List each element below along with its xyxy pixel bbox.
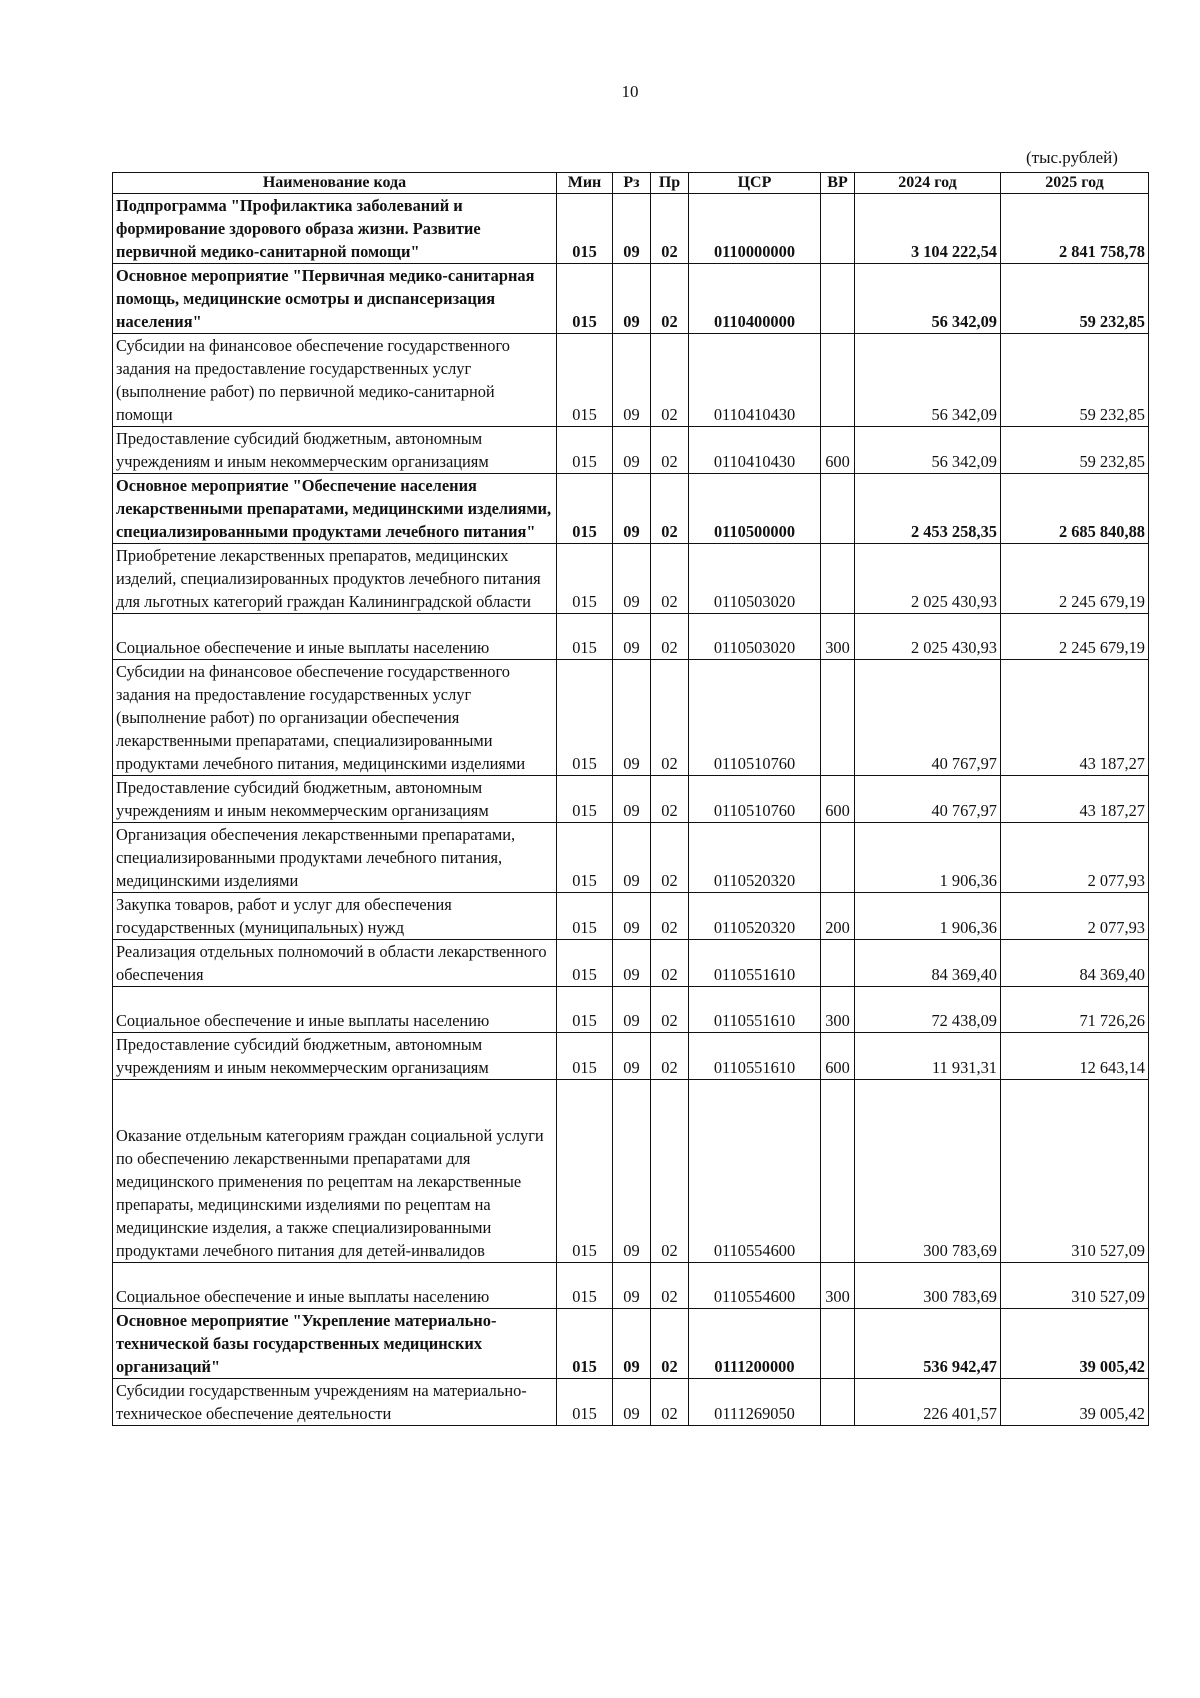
cell-2025: 71 726,26 [1001, 987, 1149, 1033]
table-row [113, 1379, 1149, 1426]
cell-name: Предоставление субсидий бюджетным, автономным учреждениям и иным некоммерческим организациям [113, 1033, 557, 1080]
cell-pr: 02 [651, 194, 689, 264]
cell-vr [821, 1080, 855, 1263]
cell-2025: 39 005,42 [1001, 1379, 1149, 1426]
cell-vr [821, 823, 855, 893]
cell-pr: 02 [651, 427, 689, 474]
cell-rz: 09 [613, 544, 651, 614]
cell-min: 015 [557, 660, 613, 776]
cell-csr: 0110510760 [689, 776, 821, 823]
cell-2024: 56 342,09 [855, 264, 1001, 334]
cell-rz: 09 [613, 334, 651, 427]
cell-vr [821, 1379, 855, 1426]
cell-min: 015 [557, 427, 613, 474]
cell-2024: 300 783,69 [855, 1080, 1001, 1263]
header-2025: 2025 год [1001, 173, 1149, 194]
cell-name: Социальное обеспечение и иные выплаты населению [113, 1263, 557, 1309]
cell-rz: 09 [613, 776, 651, 823]
header-2024: 2024 год [855, 173, 1001, 194]
cell-name: Основное мероприятие "Обеспечение населения лекарственными препаратами, медицинскими изделиями, специализированными продуктами лечебного питания" [113, 474, 557, 544]
cell-rz: 09 [613, 660, 651, 776]
table-row [113, 893, 1149, 940]
cell-2024: 56 342,09 [855, 334, 1001, 427]
cell-pr: 02 [651, 334, 689, 427]
cell-vr [821, 264, 855, 334]
cell-pr: 02 [651, 1263, 689, 1309]
cell-csr: 0110510760 [689, 660, 821, 776]
cell-vr [821, 940, 855, 987]
cell-pr: 02 [651, 776, 689, 823]
cell-name: Субсидии государственным учреждениям на материально-техническое обеспечение деятельности [113, 1379, 557, 1426]
cell-2024: 56 342,09 [855, 427, 1001, 474]
cell-rz: 09 [613, 893, 651, 940]
cell-name: Основное мероприятие "Укрепление материально-технической базы государственных медицинских организаций" [113, 1309, 557, 1379]
cell-vr: 300 [821, 1263, 855, 1309]
cell-2024: 2 025 430,93 [855, 614, 1001, 660]
cell-2025: 59 232,85 [1001, 334, 1149, 427]
cell-name: Подпрограмма "Профилактика заболеваний и формирование здорового образа жизни. Развитие первичной медико-санитарной помощи" [113, 194, 557, 264]
cell-vr [821, 544, 855, 614]
cell-vr: 200 [821, 893, 855, 940]
cell-min: 015 [557, 893, 613, 940]
cell-2024: 40 767,97 [855, 776, 1001, 823]
cell-rz: 09 [613, 1033, 651, 1080]
cell-name: Субсидии на финансовое обеспечение государственного задания на предоставление государственных услуг (выполнение работ) по организации обеспечения лекарственными препаратами, специализированными продуктами лечебного питания, медицинскими изделиями [113, 660, 557, 776]
cell-rz: 09 [613, 614, 651, 660]
cell-csr: 0110554600 [689, 1080, 821, 1263]
table-row [113, 474, 1149, 544]
cell-pr: 02 [651, 660, 689, 776]
cell-vr: 600 [821, 776, 855, 823]
cell-2025: 2 841 758,78 [1001, 194, 1149, 264]
cell-csr: 0110410430 [689, 427, 821, 474]
cell-vr [821, 474, 855, 544]
cell-min: 015 [557, 264, 613, 334]
cell-vr: 600 [821, 1033, 855, 1080]
cell-rz: 09 [613, 1263, 651, 1309]
cell-rz: 09 [613, 474, 651, 544]
cell-2025: 2 245 679,19 [1001, 544, 1149, 614]
cell-csr: 0110410430 [689, 334, 821, 427]
table-row [113, 660, 1149, 776]
cell-2025: 2 077,93 [1001, 893, 1149, 940]
table-row [113, 987, 1149, 1033]
cell-name: Приобретение лекарственных препаратов, медицинских изделий, специализированных продуктов лечебного питания для льготных категорий граждан Калининградской области [113, 544, 557, 614]
cell-name: Предоставление субсидий бюджетным, автономным учреждениям и иным некоммерческим организациям [113, 776, 557, 823]
cell-name: Предоставление субсидий бюджетным, автономным учреждениям и иным некоммерческим организациям [113, 427, 557, 474]
page-number: 10 [621, 82, 639, 101]
header-min: Мин [557, 173, 613, 194]
cell-2024: 1 906,36 [855, 893, 1001, 940]
cell-csr: 0110551610 [689, 1033, 821, 1080]
cell-min: 015 [557, 1309, 613, 1379]
table-row [113, 544, 1149, 614]
cell-2025: 39 005,42 [1001, 1309, 1149, 1379]
table-row [113, 1033, 1149, 1080]
cell-name: Субсидии на финансовое обеспечение государственного задания на предоставление государственных услуг (выполнение работ) по первичной медико-санитарной помощи [113, 334, 557, 427]
cell-min: 015 [557, 776, 613, 823]
cell-vr: 300 [821, 614, 855, 660]
header-vr: ВР [821, 173, 855, 194]
cell-rz: 09 [613, 1080, 651, 1263]
cell-2025: 310 527,09 [1001, 1263, 1149, 1309]
header-row [113, 173, 1149, 194]
cell-min: 015 [557, 474, 613, 544]
table-row [113, 427, 1149, 474]
cell-rz: 09 [613, 940, 651, 987]
cell-vr: 300 [821, 987, 855, 1033]
cell-pr: 02 [651, 823, 689, 893]
cell-2025: 2 245 679,19 [1001, 614, 1149, 660]
header-rz: Рз [613, 173, 651, 194]
cell-name: Оказание отдельным категориям граждан социальной услуги по обеспечению лекарственными препаратами для медицинского применения по рецептам на лекарственные препараты, медицинскими изделиями по рецептам на медицинские изделия, а также специализированными продуктами лечебного питания для детей-инвалидов [113, 1080, 557, 1263]
cell-name: Социальное обеспечение и иные выплаты населению [113, 614, 557, 660]
cell-name: Социальное обеспечение и иные выплаты населению [113, 987, 557, 1033]
cell-csr: 0110520320 [689, 893, 821, 940]
cell-csr: 0110000000 [689, 194, 821, 264]
cell-2025: 2 077,93 [1001, 823, 1149, 893]
cell-csr: 0110503020 [689, 614, 821, 660]
cell-pr: 02 [651, 474, 689, 544]
cell-csr: 0110554600 [689, 1263, 821, 1309]
cell-vr [821, 660, 855, 776]
cell-2025: 43 187,27 [1001, 660, 1149, 776]
cell-min: 015 [557, 1033, 613, 1080]
cell-rz: 09 [613, 427, 651, 474]
cell-min: 015 [557, 194, 613, 264]
cell-2024: 84 369,40 [855, 940, 1001, 987]
cell-2024: 2 025 430,93 [855, 544, 1001, 614]
cell-pr: 02 [651, 940, 689, 987]
cell-2025: 12 643,14 [1001, 1033, 1149, 1080]
cell-pr: 02 [651, 544, 689, 614]
cell-pr: 02 [651, 987, 689, 1033]
cell-min: 015 [557, 1080, 613, 1263]
table-row [113, 940, 1149, 987]
cell-vr [821, 194, 855, 264]
cell-vr: 600 [821, 427, 855, 474]
cell-pr: 02 [651, 1080, 689, 1263]
cell-2024: 40 767,97 [855, 660, 1001, 776]
cell-min: 015 [557, 987, 613, 1033]
cell-rz: 09 [613, 823, 651, 893]
table-row [113, 776, 1149, 823]
cell-csr: 0110500000 [689, 474, 821, 544]
header-name: Наименование кода [113, 173, 557, 194]
table-row [113, 1080, 1149, 1263]
cell-min: 015 [557, 544, 613, 614]
cell-rz: 09 [613, 987, 651, 1033]
cell-min: 015 [557, 940, 613, 987]
cell-csr: 0110400000 [689, 264, 821, 334]
cell-2024: 3 104 222,54 [855, 194, 1001, 264]
cell-pr: 02 [651, 893, 689, 940]
cell-name: Реализация отдельных полномочий в области лекарственного обеспечения [113, 940, 557, 987]
cell-csr: 0111200000 [689, 1309, 821, 1379]
cell-min: 015 [557, 334, 613, 427]
cell-2024: 2 453 258,35 [855, 474, 1001, 544]
budget-table [112, 172, 1149, 1426]
cell-2024: 1 906,36 [855, 823, 1001, 893]
cell-rz: 09 [613, 1309, 651, 1379]
cell-2025: 84 369,40 [1001, 940, 1149, 987]
table-row [113, 194, 1149, 264]
cell-min: 015 [557, 1379, 613, 1426]
cell-name: Организация обеспечения лекарственными препаратами, специализированными продуктами лечебного питания, медицинскими изделиями [113, 823, 557, 893]
cell-csr: 0110551610 [689, 987, 821, 1033]
table-row [113, 264, 1149, 334]
cell-csr: 0110551610 [689, 940, 821, 987]
cell-pr: 02 [651, 1309, 689, 1379]
cell-2025: 59 232,85 [1001, 264, 1149, 334]
units-label: (тыс.рублей) [1026, 148, 1118, 167]
table-row [113, 823, 1149, 893]
cell-csr: 0110520320 [689, 823, 821, 893]
cell-vr [821, 334, 855, 427]
cell-pr: 02 [651, 614, 689, 660]
table-row [113, 614, 1149, 660]
header-csr: ЦСР [689, 173, 821, 194]
cell-rz: 09 [613, 264, 651, 334]
cell-2024: 72 438,09 [855, 987, 1001, 1033]
cell-2025: 2 685 840,88 [1001, 474, 1149, 544]
cell-rz: 09 [613, 1379, 651, 1426]
table-row [113, 334, 1149, 427]
cell-2024: 300 783,69 [855, 1263, 1001, 1309]
cell-pr: 02 [651, 1379, 689, 1426]
cell-min: 015 [557, 1263, 613, 1309]
cell-2024: 226 401,57 [855, 1379, 1001, 1426]
cell-2025: 59 232,85 [1001, 427, 1149, 474]
cell-rz: 09 [613, 194, 651, 264]
cell-pr: 02 [651, 264, 689, 334]
cell-2025: 310 527,09 [1001, 1080, 1149, 1263]
table-row [113, 1309, 1149, 1379]
cell-csr: 0111269050 [689, 1379, 821, 1426]
header-pr: Пр [651, 173, 689, 194]
cell-2024: 11 931,31 [855, 1033, 1001, 1080]
cell-pr: 02 [651, 1033, 689, 1080]
cell-min: 015 [557, 614, 613, 660]
cell-csr: 0110503020 [689, 544, 821, 614]
cell-name: Закупка товаров, работ и услуг для обеспечения государственных (муниципальных) нужд [113, 893, 557, 940]
cell-2024: 536 942,47 [855, 1309, 1001, 1379]
cell-min: 015 [557, 823, 613, 893]
cell-name: Основное мероприятие "Первичная медико-санитарная помощь, медицинские осмотры и диспансеризация населения" [113, 264, 557, 334]
cell-vr [821, 1309, 855, 1379]
cell-2025: 43 187,27 [1001, 776, 1149, 823]
table-row [113, 1263, 1149, 1309]
